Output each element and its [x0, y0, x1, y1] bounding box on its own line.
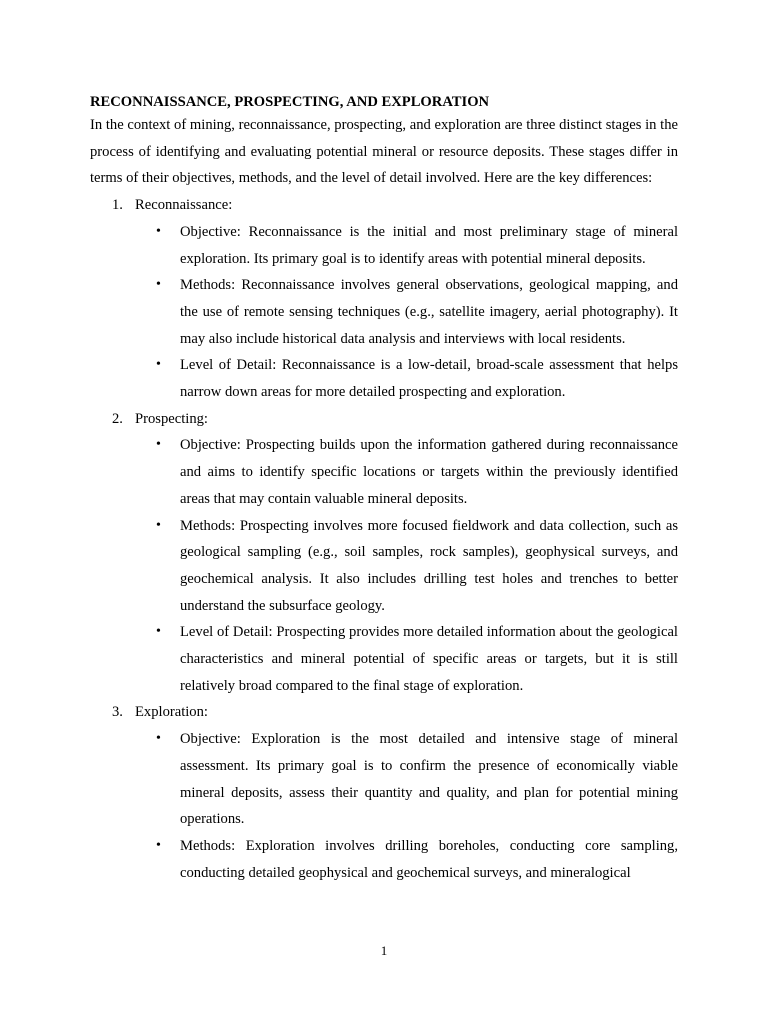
- bullet-text: Methods: Prospecting involves more focused fieldwork and data collection, such as geological sampling (e.g., soil samples, rock samples), geophysical surveys, and geochemical analysis. It also includes drilling test holes and trenches to better understand the subsurface geology.: [180, 517, 678, 614]
- bullet-text: Level of Detail: Prospecting provides more detailed information about the geological characteristics and mineral potential of specific areas or targets, but it is still relatively broad compared to the final stage of exploration.: [180, 624, 678, 694]
- bullet-text: Objective: Prospecting builds upon the information gathered during reconnaissance and aims to identify specific locations or targets within the previously identified areas that may contain valuable mineral deposits.: [180, 437, 678, 507]
- bullet-text: Level of Detail: Reconnaissance is a low-detail, broad-scale assessment that helps narrow down areas for more detailed prospecting and exploration.: [180, 357, 678, 401]
- bullet-text: Objective: Exploration is the most detailed and intensive stage of mineral assessment. Its primary goal is to confirm the presence of economically viable mineral deposits, assess their quantity and quality, and plan for potential mining operations.: [180, 731, 678, 828]
- bullet-item: [90, 432, 678, 512]
- bullet-icon: •: [156, 357, 161, 373]
- bullet-icon: •: [156, 277, 161, 293]
- section-heading: [90, 192, 678, 219]
- section-label: Prospecting:: [135, 410, 208, 427]
- bullet-item: [90, 833, 678, 886]
- section-number: 2.: [112, 410, 123, 427]
- bullet-icon: •: [156, 731, 161, 747]
- bullet-icon: •: [156, 223, 161, 239]
- section-prospecting: [90, 406, 678, 700]
- section-heading: [90, 406, 678, 433]
- bullet-icon: •: [156, 437, 161, 453]
- section-number: 1.: [112, 197, 123, 214]
- bullet-text: Methods: Reconnaissance involves general observations, geological mapping, and the use of remote sensing techniques (e.g., satellite imagery, aerial photography). It may also include historical data analysis and interviews with local residents.: [180, 277, 678, 347]
- bullet-icon: •: [156, 624, 161, 640]
- section-label: Exploration:: [135, 704, 208, 721]
- bullet-icon: •: [156, 517, 161, 533]
- section-exploration: [90, 699, 678, 886]
- section-list: [90, 192, 678, 886]
- intro-paragraph: In the context of mining, reconnaissance, prospecting, and exploration are three distinct stages in the process of identifying and evaluating potential mineral or resource deposits. These stages differ in terms of their objectives, methods, and the level of detail involved. Here are the key differences:: [90, 117, 678, 187]
- section-reconnaissance: [90, 192, 678, 406]
- bullet-item: [90, 352, 678, 405]
- page-number: 1: [380, 943, 388, 958]
- bullet-list: [90, 432, 678, 699]
- section-label: Reconnaissance:: [135, 197, 233, 214]
- bullet-list: [90, 726, 678, 886]
- bullet-list: [90, 219, 678, 406]
- section-number: 3.: [112, 704, 123, 721]
- bullet-item: [90, 219, 678, 272]
- bullet-icon: •: [156, 837, 161, 853]
- bullet-item: [90, 272, 678, 352]
- document-title: RECONNAISSANCE, PROSPECTING, AND EXPLORATION: [90, 94, 490, 110]
- bullet-text: Objective: Reconnaissance is the initial and most preliminary stage of mineral exploration. Its primary goal is to identify areas with potential mineral deposits.: [180, 223, 678, 267]
- bullet-item: [90, 619, 678, 699]
- section-heading: [90, 699, 678, 726]
- bullet-item: [90, 513, 678, 620]
- bullet-text: Methods: Exploration involves drilling boreholes, conducting core sampling, conducting detailed geophysical and geochemical surveys, and mineralogical: [180, 837, 678, 881]
- bullet-item: [90, 726, 678, 833]
- document-page: [90, 92, 678, 886]
